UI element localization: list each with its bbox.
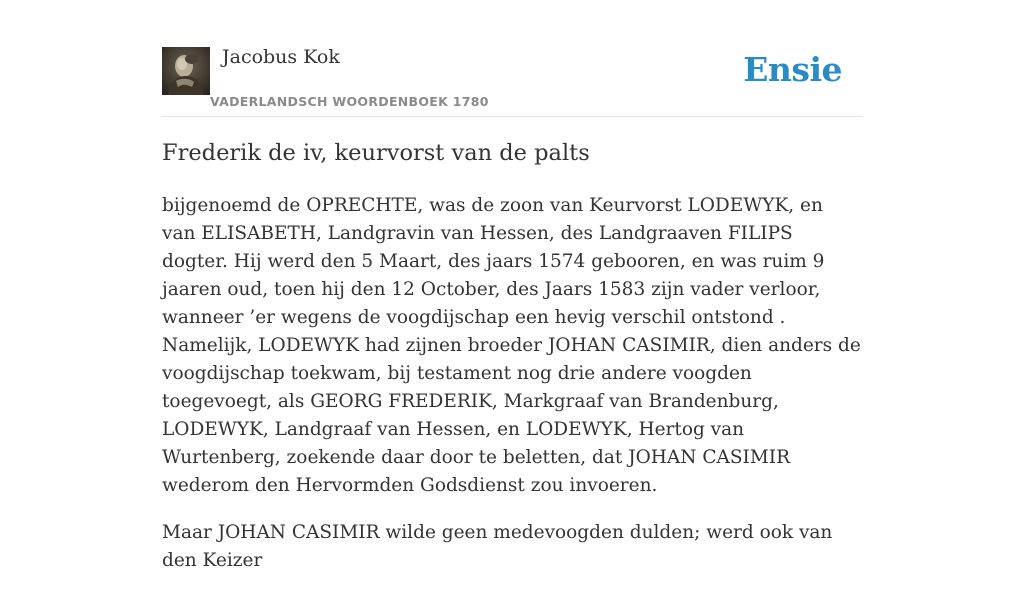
article-paragraph: bijgenoemd de OPRECHTE, was de zoon van Keurvorst LODEWYK, en van ELISABETH, Landgravin van Hessen, des Landgraaven FILIPS dogter. Hij werd den 5 Maart, des jaars 1574 gebooren, en was ruim 9 jaaren oud, toen hij den 12 October, des Jaars 1583 zijn vader verloor, wanneer ’er wegens de voogdijschap een hevig verschil ontstond . Namelijk, LODEWYK had zijnen broeder JOHAN CASIMIR, dien anders de voogdijschap toekwam, bij testament nog drie andere voogden toegevoegt, als GEORG FREDERIK, Markgraaf van Brandenburg, LODEWYK, Landgraaf van Hessen, en LODEWYK, Hertog van Wurtenberg, zoekende daar door te beletten, dat JOHAN CASIMIR wederom den Hervormden Godsdienst zou invoeren. (162, 195, 861, 496)
source-name[interactable]: VADERLANDSCH WOORDENBOEK 1780 (210, 94, 489, 109)
article-paragraph: Maar JOHAN CASIMIR wilde geen medevoogden dulden; werd ook van den Keizer (162, 522, 833, 571)
article-title: Frederik de iv, keurvorst van de palts (162, 140, 590, 166)
author-name[interactable]: Jacobus Kok (222, 46, 340, 68)
article-body (162, 192, 862, 594)
author-header (162, 44, 862, 117)
portrait-avatar-icon (162, 47, 210, 95)
ensie-logo[interactable]: Ensie (743, 50, 842, 89)
author-avatar[interactable] (162, 47, 210, 95)
